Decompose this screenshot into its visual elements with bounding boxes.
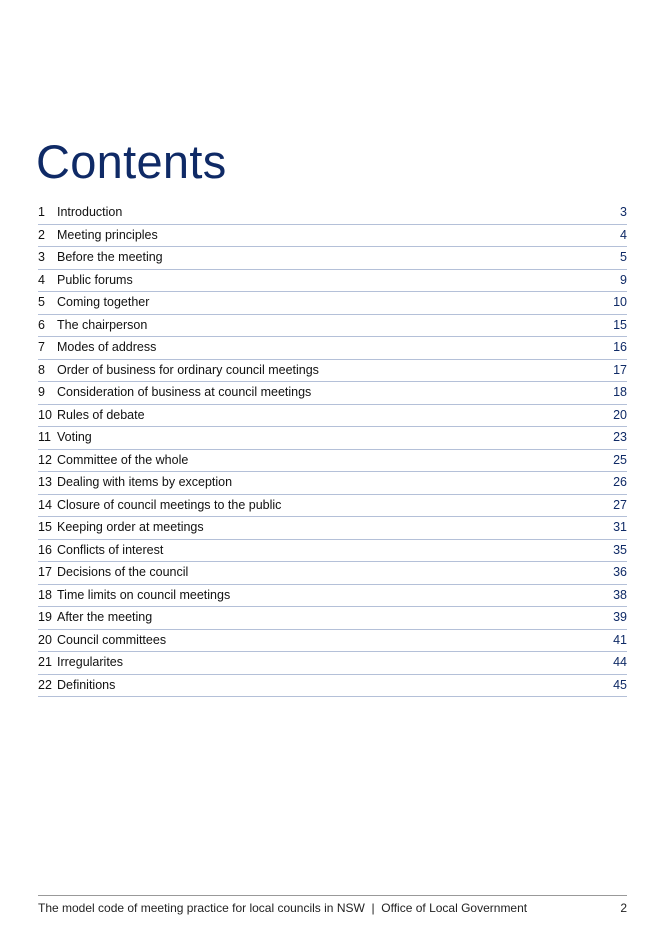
toc-label: Coming together [57,295,150,310]
toc-entry[interactable] [38,427,627,450]
toc-number: 5 [38,295,45,310]
toc-label: Order of business for ordinary council meetings [57,362,319,377]
toc-entry[interactable] [38,585,627,608]
toc-page-number: 27 [613,497,627,512]
toc-entry[interactable] [38,247,627,270]
toc-number: 16 [38,542,52,557]
toc-entry[interactable] [38,360,627,383]
toc-page-number: 35 [613,542,627,557]
toc-page-number: 17 [613,362,627,377]
toc-number: 8 [38,362,45,377]
toc-page-number: 20 [613,407,627,422]
toc-label: Public forums [57,272,133,287]
toc-label: Keeping order at meetings [57,520,204,535]
toc-page-number: 41 [613,632,627,647]
table-of-contents [38,202,627,697]
toc-number: 2 [38,227,45,242]
toc-page-number: 45 [613,677,627,692]
toc-number: 11 [38,430,51,445]
toc-page-number: 39 [613,610,627,625]
toc-number: 18 [38,587,52,602]
toc-entry[interactable] [38,405,627,428]
toc-page-number: 15 [613,317,627,332]
toc-number: 22 [38,677,52,692]
toc-number: 7 [38,340,45,355]
toc-page-number: 31 [613,520,627,535]
toc-number: 6 [38,317,45,332]
toc-number: 3 [38,250,45,265]
toc-number: 1 [38,205,45,220]
toc-page-number: 44 [613,655,627,670]
toc-entry[interactable] [38,607,627,630]
toc-page-number: 38 [613,587,627,602]
toc-number: 12 [38,452,52,467]
toc-number: 17 [38,565,52,580]
toc-label: Council committees [57,632,167,647]
toc-page-number: 18 [613,385,627,400]
toc-label: Voting [57,430,92,445]
toc-number: 15 [38,520,52,535]
toc-number: 10 [38,407,52,422]
toc-label: Conflicts of interest [57,542,164,557]
toc-label: Time limits on council meetings [57,587,231,602]
toc-entry[interactable] [38,382,627,405]
toc-page-number: 9 [620,272,627,287]
page-title: Contents [36,135,227,188]
toc-page-number: 23 [613,430,627,445]
toc-label: Decisions of the council [57,565,189,580]
toc-entry[interactable] [38,292,627,315]
toc-number: 14 [38,497,52,512]
toc-page-number: 10 [613,295,627,310]
toc-page-number: 3 [620,205,627,220]
toc-label: After the meeting [57,610,153,625]
toc-entry[interactable] [38,652,627,675]
toc-entry[interactable] [38,315,627,338]
toc-page-number: 5 [620,250,627,265]
toc-entry[interactable] [38,270,627,293]
toc-label: Modes of address [57,340,157,355]
toc-page-number: 16 [613,340,627,355]
toc-entry[interactable] [38,337,627,360]
footer [38,901,627,916]
toc-entry[interactable] [38,495,627,518]
toc-label: Definitions [57,677,116,692]
toc-entry[interactable] [38,450,627,473]
toc-page-number: 25 [613,452,627,467]
toc-number: 19 [38,610,52,625]
toc-number: 13 [38,475,52,490]
toc-entry[interactable] [38,675,627,698]
toc-entry[interactable] [38,540,627,563]
toc-label: Dealing with items by exception [57,475,233,490]
toc-label: The chairperson [57,317,148,332]
footer-text: The model code of meeting practice for local councils in NSW | Office of Local Government [38,901,528,915]
toc-entry[interactable] [38,562,627,585]
toc-entry[interactable] [38,225,627,248]
toc-label: Committee of the whole [57,452,189,467]
toc-label: Introduction [57,205,123,220]
toc-number: 21 [38,655,52,670]
toc-number: 20 [38,632,52,647]
toc-page-number: 4 [620,227,627,242]
toc-label: Meeting principles [57,227,158,242]
toc-number: 9 [38,385,45,400]
toc-label: Closure of council meetings to the public [57,497,282,512]
toc-entry[interactable] [38,472,627,495]
toc-entry[interactable] [38,630,627,653]
toc-entry[interactable] [38,517,627,540]
toc-number: 4 [38,272,45,287]
toc-label: Irregularites [57,655,123,670]
toc-page-number: 36 [613,565,627,580]
footer-page-number: 2 [620,901,627,915]
toc-label: Consideration of business at council meetings [57,385,312,400]
toc-page-number: 26 [613,475,627,490]
toc-label: Before the meeting [57,250,163,265]
toc-entry[interactable] [38,202,627,225]
footer-divider [38,895,627,896]
toc-label: Rules of debate [57,407,145,422]
